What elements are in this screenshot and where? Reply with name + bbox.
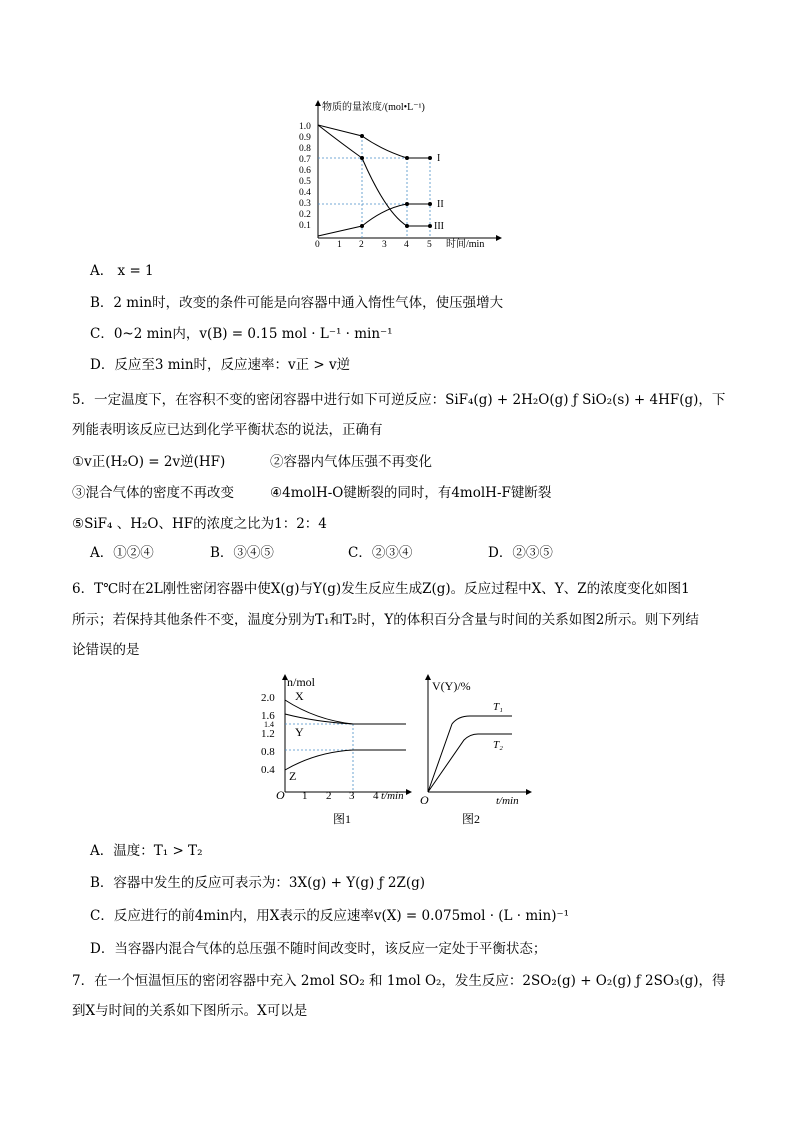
y-tick-0.6: 0.6: [299, 166, 311, 176]
x-axis-label: 时间/min: [446, 239, 485, 250]
fig2-caption: 图2: [462, 812, 481, 826]
q4-option-d: D．反应至3 min时，反应速率：v正 > v逆: [90, 357, 351, 373]
fig2-curves: [428, 716, 512, 792]
fig1-ytick-0.4: 0.4: [261, 764, 275, 776]
fig1-xtick-1: 1: [302, 790, 308, 802]
q5-stem-line1: 5．一定温度下，在容积不变的密闭容器中进行如下可逆反应：SiF₄(g) + 2H₂O(g) ƒ SiO₂(s) + 4HF(g)，下: [72, 392, 726, 408]
q6-option-c: C．反应进行的前4min内，用X表示的反应速率v(X) = 0.075mol · (L · min)⁻¹: [90, 908, 569, 924]
fig2-y-label: V(Y)/%: [432, 679, 471, 693]
q7-stem-line1: 7．在一个恒温恒压的密闭容器中充入 2mol SO₂ 和 1mol O₂，发生反应：2SO₂(g) + O₂(g) ƒ 2SO₃(g)，得: [72, 973, 726, 989]
q4-option-c: C．0~2 min内，v(B) = 0.15 mol · L⁻¹ · min⁻¹: [90, 326, 393, 342]
q4-option-a: A． x = 1: [90, 263, 154, 279]
q6-option-a: A．温度：T₁ > T₂: [90, 843, 203, 859]
curve-III: [318, 125, 430, 226]
q6-option-b: B．容器中发生的反应可表示为：3X(g) + Y(g) ƒ 2Z(g): [90, 875, 426, 891]
q6-fig1-chart: [256, 672, 416, 832]
curve-II: [318, 204, 430, 236]
x-tick-1: 1: [337, 240, 342, 250]
q6-option-d: D．当容器内混合气体的总压强不随时间改变时，该反应一定处于平衡状态；: [90, 941, 547, 957]
y-tick-0.3: 0.3: [299, 199, 311, 209]
fig1-x-label: t/min: [381, 790, 404, 802]
y-tick-0.7: 0.7: [299, 155, 311, 165]
q5-statement-1: ①v正(H₂O) = 2v逆(HF): [72, 454, 226, 470]
y-axis-label: 物质的量浓度/(mol•L⁻¹): [322, 102, 425, 113]
y-tick-0.2: 0.2: [299, 210, 311, 220]
y-tick-labels: [299, 122, 311, 231]
q5-option-c: C．②③④: [348, 545, 413, 561]
x-tick-labels: [315, 240, 432, 250]
q5-stem-line2: 列能表明该反应已达到化学平衡状态的说法，正确有: [72, 422, 383, 438]
guide-lines: [318, 136, 430, 238]
fig1-xtick-4: 4: [373, 790, 379, 802]
concentration-time-figure: [296, 98, 506, 250]
fig1-curve-X: [285, 700, 406, 724]
fig1-label-X: X: [295, 689, 304, 703]
y-tick-0.9: 0.9: [299, 133, 311, 143]
q5-option-a: A．①②④: [90, 545, 154, 561]
fig1-ytick-1.2: 1.2: [261, 728, 275, 740]
x-tick-2: 2: [359, 240, 364, 250]
q5-statement-5: ⑤SiF₄ 、H₂O、HF的浓度之比为1：2：4: [72, 516, 327, 532]
fig2-origin: O: [420, 793, 429, 807]
fig1-curve-Z: [285, 750, 406, 770]
x-tick-4: 4: [404, 240, 409, 250]
q5-statement-2: ②容器内气体压强不再变化: [270, 454, 432, 470]
fig1-ytick-2.0: 2.0: [261, 692, 275, 704]
q6-figure-2: [414, 672, 534, 832]
fig1-ytick-0.8: 0.8: [261, 746, 275, 758]
q7-stem-line2: 到X与时间的关系如下图所示。X可以是: [72, 1003, 308, 1019]
curve-label-III: III: [434, 221, 444, 232]
y-tick-0.8: 0.8: [299, 144, 311, 154]
y-tick-1.0: 1.0: [299, 122, 311, 132]
fig1-ytick-1.4: 1.4: [264, 720, 274, 729]
fig2-x-label: t/min: [496, 795, 519, 807]
curve-label-I: I: [437, 153, 441, 164]
curve-I: [318, 125, 430, 158]
q6-stem-line3: 论错误的是: [72, 642, 140, 658]
fig2-label-T1: T₁: [493, 701, 503, 713]
data-points: [360, 134, 432, 228]
y-tick-0.4: 0.4: [299, 188, 311, 198]
fig1-label-Y: Y: [295, 725, 304, 739]
q5-option-b: B．③④⑤: [210, 545, 274, 561]
fig1-ytick-1.6: 1.6: [261, 710, 275, 722]
x-tick-3: 3: [382, 240, 387, 250]
fig1-origin: O: [276, 788, 285, 802]
q5-option-d: D．②③⑤: [488, 545, 553, 561]
fig1-caption: 图1: [333, 812, 352, 826]
fig1-xtick-2: 2: [326, 790, 332, 802]
x-tick-5: 5: [427, 240, 432, 250]
concentration-time-chart: [296, 98, 506, 250]
fig1-xtick-3: 3: [349, 790, 355, 802]
fig1-y-ticks: [261, 692, 275, 776]
q6-fig2-chart: [414, 672, 534, 832]
curve-label-II: II: [437, 199, 444, 210]
fig1-y-label: n/mol: [287, 675, 316, 689]
q6-figure-1: [256, 672, 416, 832]
q6-stem-line2: 所示；若保持其他条件不变，温度分别为T₁和T₂时，Y的体积百分含量与时间的关系如图2所示。则下列结: [72, 612, 699, 628]
curves: [318, 125, 430, 236]
y-tick-0.5: 0.5: [299, 177, 311, 187]
fig2-label-T2: T₂: [493, 739, 503, 751]
x-tick-0: 0: [315, 240, 320, 250]
q5-statement-4: ④4molH-O键断裂的同时，有4molH-F键断裂: [270, 485, 552, 501]
y-tick-0.1: 0.1: [299, 221, 311, 231]
q4-option-b: B．2 min时，改变的条件可能是向容器中通入惰性气体，使压强增大: [90, 295, 504, 311]
q6-stem-line1: 6．T℃时在2L刚性密闭容器中使X(g)与Y(g)发生反应生成Z(g)。反应过程中X、Y、Z的浓度变化如图1: [72, 581, 690, 597]
fig1-label-Z: Z: [289, 769, 297, 783]
q5-statement-3: ③混合气体的密度不再改变: [72, 485, 234, 501]
fig2-curve-T1: [428, 716, 512, 792]
